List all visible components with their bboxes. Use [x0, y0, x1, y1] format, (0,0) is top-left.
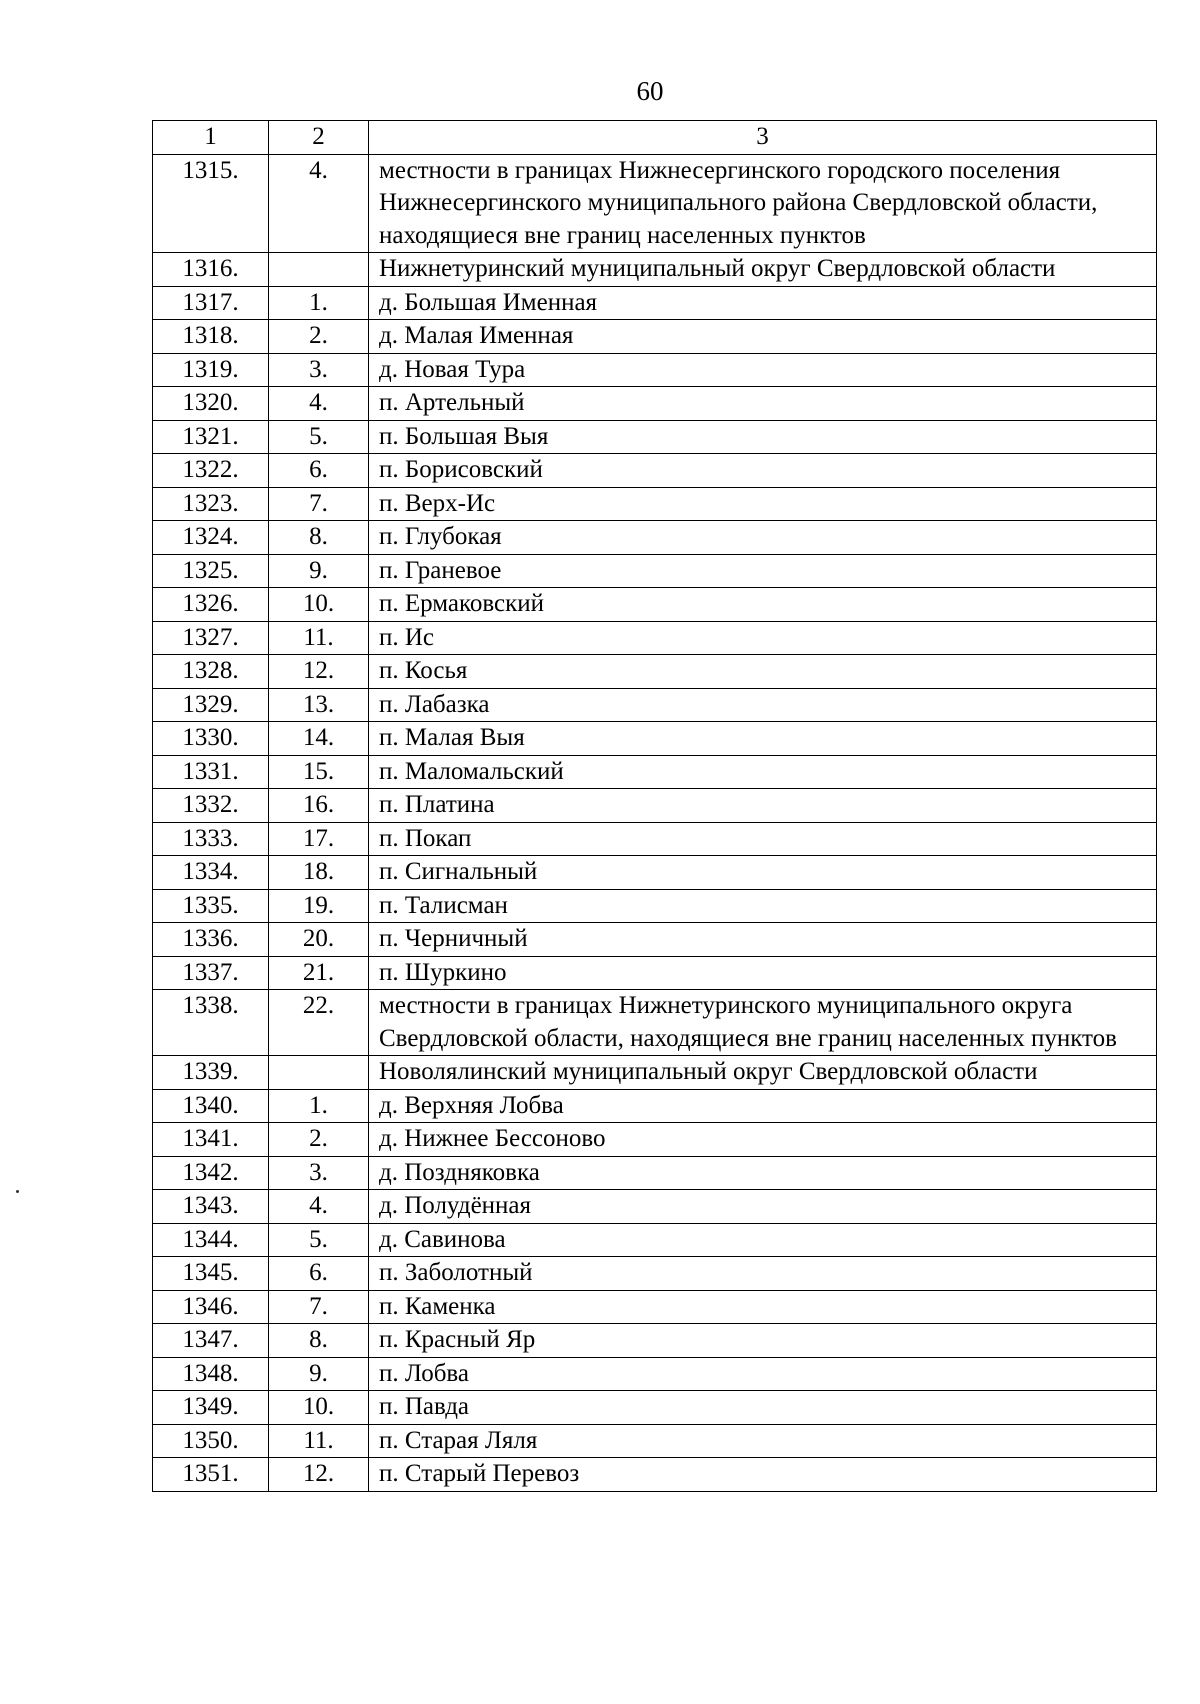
page-number: 60: [636, 76, 664, 106]
table-row: [153, 1290, 1157, 1324]
table-row: [153, 1123, 1157, 1157]
table-row: [153, 454, 1157, 488]
name-cell: местности в границах Нижнетуринского муниципального округа Свердловской области, находящиеся вне границ населенных пунктов: [369, 990, 1157, 1056]
sub-number-cell: 15.: [269, 755, 369, 789]
table-row: [153, 420, 1157, 454]
name-cell: д. Большая Именная: [369, 286, 1157, 320]
sub-number-cell: 5.: [269, 420, 369, 454]
name-cell: местности в границах Нижнесергинского городского поселения Нижнесергинского муниципального района Свердловской области, находящиеся вне границ населенных пунктов: [369, 154, 1157, 253]
name-cell: д. Нижнее Бессоново: [369, 1123, 1157, 1157]
table-row: [153, 353, 1157, 387]
sub-number-cell: [269, 1056, 369, 1090]
name-cell: п. Большая Выя: [369, 420, 1157, 454]
name-cell: п. Платина: [369, 789, 1157, 823]
sub-number-cell: 20.: [269, 923, 369, 957]
sub-number-cell: 21.: [269, 956, 369, 990]
table-row: [153, 923, 1157, 957]
table-row: [153, 320, 1157, 354]
sub-number-cell: 1.: [269, 1089, 369, 1123]
row-number-cell: 1338.: [153, 990, 269, 1056]
table-row: [153, 789, 1157, 823]
header-col-2: 2: [269, 121, 369, 155]
row-number-cell: 1332.: [153, 789, 269, 823]
sub-number-cell: [269, 253, 369, 287]
table-row: [153, 856, 1157, 890]
row-number-cell: 1340.: [153, 1089, 269, 1123]
sub-number-cell: 4.: [269, 154, 369, 253]
table-row: [153, 889, 1157, 923]
row-number-cell: 1322.: [153, 454, 269, 488]
row-number-cell: 1336.: [153, 923, 269, 957]
row-number-cell: 1330.: [153, 722, 269, 756]
name-cell: д. Новая Тура: [369, 353, 1157, 387]
table-row: [153, 1391, 1157, 1425]
sub-number-cell: 1.: [269, 286, 369, 320]
name-cell: д. Верхняя Лобва: [369, 1089, 1157, 1123]
row-number-cell: 1351.: [153, 1458, 269, 1492]
sub-number-cell: 10.: [269, 1391, 369, 1425]
row-number-cell: 1326.: [153, 588, 269, 622]
row-number-cell: 1328.: [153, 655, 269, 689]
name-cell: п. Старая Ляля: [369, 1424, 1157, 1458]
name-cell: д. Малая Именная: [369, 320, 1157, 354]
table-row: [153, 286, 1157, 320]
row-number-cell: 1333.: [153, 822, 269, 856]
sub-number-cell: 16.: [269, 789, 369, 823]
table-row: [153, 990, 1157, 1056]
name-cell: п. Ермаковский: [369, 588, 1157, 622]
name-cell: Новолялинский муниципальный округ Свердловской области: [369, 1056, 1157, 1090]
name-cell: п. Шуркино: [369, 956, 1157, 990]
row-number-cell: 1323.: [153, 487, 269, 521]
row-number-cell: 1348.: [153, 1357, 269, 1391]
row-number-cell: 1341.: [153, 1123, 269, 1157]
row-number-cell: 1335.: [153, 889, 269, 923]
table-row: [153, 1424, 1157, 1458]
table-row: [153, 521, 1157, 555]
sub-number-cell: 6.: [269, 1257, 369, 1291]
sub-number-cell: 7.: [269, 487, 369, 521]
table-row: [153, 1056, 1157, 1090]
table-row: [153, 1257, 1157, 1291]
name-cell: п. Ис: [369, 621, 1157, 655]
name-cell: п. Лобва: [369, 1357, 1157, 1391]
header-col-1: 1: [153, 121, 269, 155]
table-row: [153, 1357, 1157, 1391]
row-number-cell: 1344.: [153, 1223, 269, 1257]
row-number-cell: 1324.: [153, 521, 269, 555]
table-row: [153, 588, 1157, 622]
sub-number-cell: 6.: [269, 454, 369, 488]
name-cell: п. Малая Выя: [369, 722, 1157, 756]
sub-number-cell: 3.: [269, 353, 369, 387]
row-number-cell: 1325.: [153, 554, 269, 588]
row-number-cell: 1339.: [153, 1056, 269, 1090]
sub-number-cell: 11.: [269, 1424, 369, 1458]
sub-number-cell: 14.: [269, 722, 369, 756]
table-row: [153, 154, 1157, 253]
sub-number-cell: 22.: [269, 990, 369, 1056]
name-cell: п. Красный Яр: [369, 1324, 1157, 1358]
sub-number-cell: 9.: [269, 554, 369, 588]
table-header-row: [153, 121, 1157, 155]
sub-number-cell: 19.: [269, 889, 369, 923]
row-number-cell: 1345.: [153, 1257, 269, 1291]
sub-number-cell: 2.: [269, 1123, 369, 1157]
table-row: [153, 1089, 1157, 1123]
sub-number-cell: 13.: [269, 688, 369, 722]
scan-speck: [16, 1190, 19, 1193]
table-row: [153, 1190, 1157, 1224]
row-number-cell: 1316.: [153, 253, 269, 287]
table-row: [153, 822, 1157, 856]
sub-number-cell: 10.: [269, 588, 369, 622]
row-number-cell: 1349.: [153, 1391, 269, 1425]
sub-number-cell: 2.: [269, 320, 369, 354]
table-row: [153, 487, 1157, 521]
sub-number-cell: 18.: [269, 856, 369, 890]
name-cell: п. Черничный: [369, 923, 1157, 957]
name-cell: п. Павда: [369, 1391, 1157, 1425]
name-cell: п. Заболотный: [369, 1257, 1157, 1291]
row-number-cell: 1331.: [153, 755, 269, 789]
sub-number-cell: 8.: [269, 521, 369, 555]
name-cell: д. Полудённая: [369, 1190, 1157, 1224]
table-row: [153, 655, 1157, 689]
row-number-cell: 1342.: [153, 1156, 269, 1190]
name-cell: п. Борисовский: [369, 454, 1157, 488]
row-number-cell: 1337.: [153, 956, 269, 990]
name-cell: п. Лабазка: [369, 688, 1157, 722]
table-row: [153, 755, 1157, 789]
sub-number-cell: 4.: [269, 387, 369, 421]
sub-number-cell: 12.: [269, 1458, 369, 1492]
settlements-table: [152, 120, 1157, 1492]
name-cell: Нижнетуринский муниципальный округ Свердловской области: [369, 253, 1157, 287]
table-row: [153, 387, 1157, 421]
row-number-cell: 1317.: [153, 286, 269, 320]
table-row: [153, 1156, 1157, 1190]
name-cell: п. Артельный: [369, 387, 1157, 421]
row-number-cell: 1347.: [153, 1324, 269, 1358]
sub-number-cell: 5.: [269, 1223, 369, 1257]
table-row: [153, 688, 1157, 722]
row-number-cell: 1327.: [153, 621, 269, 655]
name-cell: п. Косья: [369, 655, 1157, 689]
row-number-cell: 1343.: [153, 1190, 269, 1224]
table-row: [153, 1223, 1157, 1257]
row-number-cell: 1320.: [153, 387, 269, 421]
sub-number-cell: 12.: [269, 655, 369, 689]
row-number-cell: 1315.: [153, 154, 269, 253]
table-row: [153, 1324, 1157, 1358]
name-cell: п. Граневое: [369, 554, 1157, 588]
name-cell: п. Покап: [369, 822, 1157, 856]
table-row: [153, 253, 1157, 287]
table-body: [153, 121, 1157, 1492]
table-row: [153, 722, 1157, 756]
row-number-cell: 1318.: [153, 320, 269, 354]
row-number-cell: 1321.: [153, 420, 269, 454]
name-cell: п. Верх-Ис: [369, 487, 1157, 521]
name-cell: д. Поздняковка: [369, 1156, 1157, 1190]
name-cell: п. Старый Перевоз: [369, 1458, 1157, 1492]
row-number-cell: 1350.: [153, 1424, 269, 1458]
sub-number-cell: 17.: [269, 822, 369, 856]
table-row: [153, 1458, 1157, 1492]
table-row: [153, 956, 1157, 990]
sub-number-cell: 9.: [269, 1357, 369, 1391]
name-cell: п. Талисман: [369, 889, 1157, 923]
name-cell: п. Глубокая: [369, 521, 1157, 555]
table-row: [153, 554, 1157, 588]
name-cell: д. Савинова: [369, 1223, 1157, 1257]
sub-number-cell: 4.: [269, 1190, 369, 1224]
name-cell: п. Каменка: [369, 1290, 1157, 1324]
row-number-cell: 1319.: [153, 353, 269, 387]
sub-number-cell: 3.: [269, 1156, 369, 1190]
name-cell: п. Маломальский: [369, 755, 1157, 789]
table-row: [153, 621, 1157, 655]
row-number-cell: 1334.: [153, 856, 269, 890]
sub-number-cell: 8.: [269, 1324, 369, 1358]
name-cell: п. Сигнальный: [369, 856, 1157, 890]
row-number-cell: 1346.: [153, 1290, 269, 1324]
header-col-3: 3: [369, 121, 1157, 155]
sub-number-cell: 11.: [269, 621, 369, 655]
sub-number-cell: 7.: [269, 1290, 369, 1324]
row-number-cell: 1329.: [153, 688, 269, 722]
